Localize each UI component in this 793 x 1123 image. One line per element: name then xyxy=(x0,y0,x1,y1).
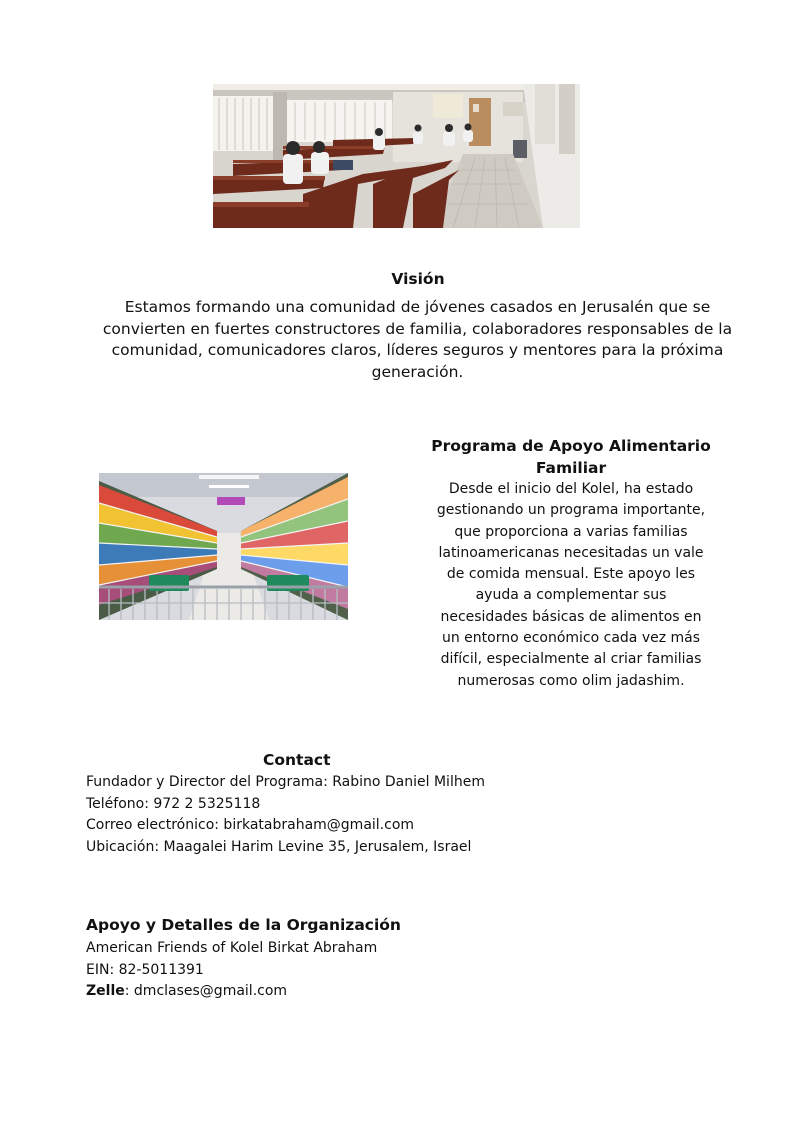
contact-founder: Fundador y Director del Programa: Rabino Daniel Milhem xyxy=(86,774,485,790)
zelle-label: Zelle xyxy=(86,983,125,999)
organization-ein: EIN: 82-5011391 xyxy=(86,961,204,978)
supermarket-photo xyxy=(99,473,348,620)
zelle-value: : dmclases@gmail.com xyxy=(124,983,288,999)
organization-heading: Apoyo y Detalles de la Organización xyxy=(86,916,401,934)
contact-phone: Teléfono: 972 2 5325118 xyxy=(86,795,261,812)
contact-heading: Contact xyxy=(263,751,331,769)
contact-location: Ubicación: Maagalei Harim Levine 35, Jerusalem, Israel xyxy=(86,838,472,855)
organization-details xyxy=(86,938,377,1003)
vision-heading: Visión xyxy=(391,270,445,288)
study-hall-photo xyxy=(213,84,580,228)
food-program-paragraph: Desde el inicio del Kolel, ha estado gestionando un programa importante, que proporciona a varias familias latinoamericanas necesitadas un vale de comida mensual. Este apoyo les ayuda a complementar sus necesidades básicas de alimentos en un entorno económico cada vez más difícil, especialmente al criar familias numerosas como olim jadashim. xyxy=(436,481,706,689)
contact-details xyxy=(86,772,485,858)
organization-zelle xyxy=(86,981,377,1003)
food-program-heading: Programa de Apoyo Alimentario Familiar xyxy=(431,437,711,477)
vision-paragraph: Estamos formando una comunidad de jóvenes casados en Jerusalén que se convierten en fuertes constructores de familia, colaboradores responsables de la comunidad, comunicadores claros, líderes seguros y mentores para la próxima generación. xyxy=(102,298,733,381)
organization-name: American Friends of Kolel Birkat Abraham xyxy=(86,940,378,956)
contact-email: Correo electrónico: birkatabraham@gmail.com xyxy=(86,817,415,833)
